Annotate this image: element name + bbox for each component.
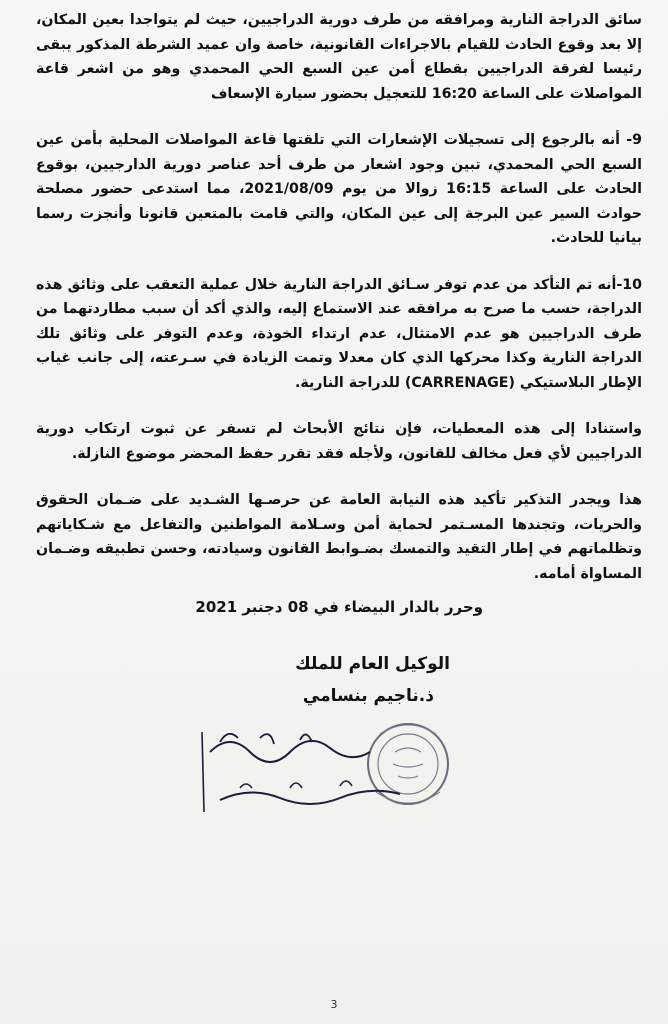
paragraph-conclusion: واستنادا إلى هذه المعطيات، فإن نتائج الأبحاث لم تسفر عن ثبوت ارتكاب دورية الدراجيين لأي فعل مخالف للقانون، ولأجله فقد تقرر حفظ المحضر موضوع النازلة. — [36, 421, 642, 462]
paragraph-reminder: هذا ويجدر التذكير تأكيد هذه النيابة العامة عن حرصـها الشـديد على ضـمان الحقوق والحريات، وتجندها المسـتمر لحماية أمن وسـلامة المواطنين والتفاعل مع شـكاياتهم وتظلماتهم في إطار التقيد والتمسك بضـوابط القانون وسيادته، وحسن تطبيقه وضـمان المساواة أمامه. — [36, 492, 642, 582]
handwritten-signature — [190, 712, 480, 824]
signatory-name: ذ.ناجيم بنسامي — [302, 686, 434, 706]
document-body — [36, 8, 642, 608]
page-number: 3 — [330, 998, 338, 1011]
paragraph-item-10: 10-أنه تم التأكد من عدم توفر سـائق الدراجة النارية خلال عملية التعقب على وثائق هذه الدراجة، حسب ما صرح به مرافقه عند الاستماع إليه، والذي أكد أن سبب مطاردتهما من طرف الدراجيين هو عدم الامتثال، عدم ارتداء الخوذة، وعدم التوفر على وثائق تلك الدراجة النارية وكذا محركها الذي كان معدلا وتمت الزيادة في سـرعته، إلى جانب غياب الإطار البلاستيكي (CARRENAGE) للدراجة النارية. — [36, 276, 642, 391]
signature-block — [190, 712, 480, 824]
signatory-title: الوكيل العام للملك — [295, 654, 450, 674]
date-line: وحرر بالدار البيضاء في 08 دجنبر 2021 — [195, 598, 483, 616]
paragraph-continuation: سائق الدراجة النارية ومرافقه من طرف دورية الدراجيين، حيث لم يتواجدا بعين المكان، إلا بعد وقوع الحادث للقيام بالاجراءات القانونية، خاصة وان عميد الشرطة المذكور يبقى رئيسا لفرقة الدراجيين بقطاع أمن عين السبع الحي المحمدي وهو من اشعر قاعة المواصلات على الساعة 16:20 للتعجيل بحضور سيارة الإسعاف — [36, 12, 642, 102]
paragraph-item-9: 9- أنه بالرجوع إلى تسجيلات الإشعارات التي تلقتها قاعة المواصلات المحلية بأمن عين السبع الحي المحمدي، تبين وجود اشعار من طرف أحد عناصر دورية الدارجيين، بوقوع الحادث على الساعة 16:15 زوالا من يوم 2021/08/09، مما استدعى حضور مصلحة حوادث السير عين البرجة إلى عين المكان، والتي قامت بالمتعين قانونا وأنجزت رسما بيانيا للحادث. — [36, 132, 642, 246]
